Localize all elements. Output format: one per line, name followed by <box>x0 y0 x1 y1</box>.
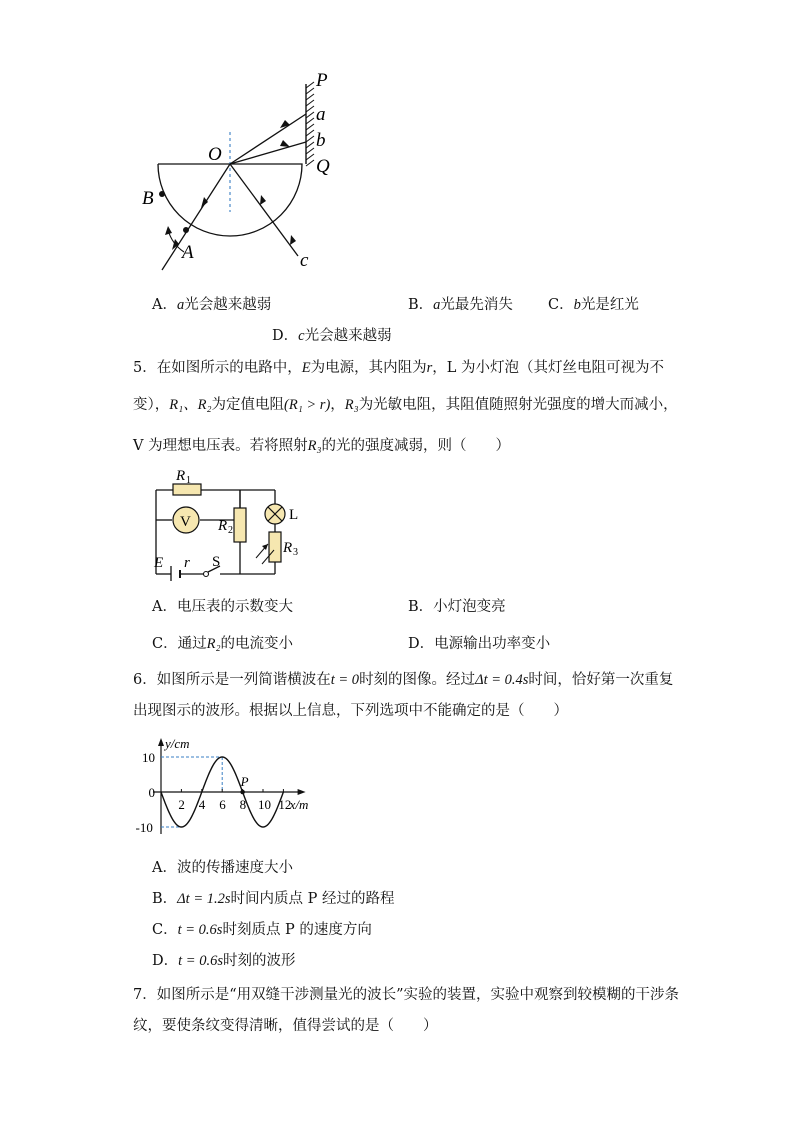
q6-option-a[interactable]: A．波的传播速度大小 <box>152 860 293 876</box>
q5-line-2: 变），R₁、R₂为定值电阻(R₁ > r)，R₃为光敏电阻，其阻值随照射光强度的增大而减小， <box>133 397 678 413</box>
q4-option-b[interactable]: B．a光最先消失 <box>408 297 513 313</box>
y-tick-label: 10 <box>142 750 155 765</box>
label-P: P <box>316 70 328 91</box>
q6-line-2: 出现图示的波形。根据以上信息，下列选项中不能确定的是（ ） <box>133 703 568 719</box>
q6-option-b[interactable]: B．Δt = 1.2s时间内质点 P 经过的路程 <box>152 891 395 907</box>
svg-text:R: R <box>218 518 228 534</box>
q5-option-d[interactable]: D．电源输出功率变小 <box>408 636 551 652</box>
label-A: A <box>182 242 194 263</box>
point-P <box>240 790 245 795</box>
y-tick-label: -10 <box>135 820 153 835</box>
svg-text:L: L <box>289 507 299 523</box>
x-tick-label: 6 <box>219 797 226 812</box>
x-tick-label: 8 <box>239 797 247 812</box>
svg-text:E: E <box>154 555 164 571</box>
annotation-P: P <box>240 774 249 789</box>
optics-figure <box>140 68 360 278</box>
label-b: b <box>316 130 326 151</box>
q6-option-c[interactable]: C．t = 0.6s时刻质点 P 的速度方向 <box>152 922 372 938</box>
q4-option-d[interactable]: D．c光会越来越弱 <box>272 328 392 344</box>
label-c: c <box>300 250 309 271</box>
q5-line-3: V 为理想电压表。若将照射R₃的光的强度减弱，则（ ） <box>133 438 510 454</box>
y-tick-label: 0 <box>148 785 155 800</box>
x-axis-arrow <box>298 789 306 795</box>
circuit-figure <box>140 466 310 581</box>
x-tick-label: 12 <box>278 797 292 812</box>
y-axis-label: y/cm <box>165 736 190 751</box>
label-Q: Q <box>316 156 330 177</box>
q6-line-1: 6．如图所示是一列简谐横波在t = 0时刻的图像。经过Δt = 0.4s时间，恰好第一次重复 <box>133 672 674 688</box>
q5-line-1: 5．在如图所示的电路中，E为电源，其内阻为r，L 为小灯泡（其灯丝电阻可视为不 <box>133 360 664 376</box>
x-tick-label: 10 <box>258 797 271 812</box>
q4-option-c[interactable]: C．b光是红光 <box>548 297 639 313</box>
svg-text:r: r <box>184 555 190 571</box>
x-tick-label: 2 <box>178 797 185 812</box>
svg-text:3: 3 <box>293 547 298 558</box>
q5-option-b[interactable]: B．小灯泡变亮 <box>408 599 506 615</box>
q5-option-c[interactable]: C．通过R₂的电流变小 <box>152 636 294 652</box>
y-axis-arrow <box>158 738 164 746</box>
x-axis-label: x/m <box>289 797 309 812</box>
voltmeter-label: V <box>180 514 191 530</box>
wave-chart <box>125 730 365 845</box>
x-tick-label: 4 <box>198 797 206 812</box>
svg-text:R: R <box>176 468 186 484</box>
q4-option-a[interactable]: A．a光会越来越弱 <box>152 297 272 313</box>
label-a: a <box>316 104 326 125</box>
label-O: O <box>208 144 222 165</box>
q7-line-1: 7．如图所示是“用双缝干涉测量光的波长”实验的装置，实验中观察到较模糊的干涉条 <box>133 987 680 1003</box>
q6-option-d[interactable]: D．t = 0.6s时刻的波形 <box>152 953 296 969</box>
svg-text:R: R <box>283 540 293 556</box>
svg-text:2: 2 <box>228 525 233 536</box>
q5-option-a[interactable]: A．电压表的示数变大 <box>152 599 293 615</box>
svg-text:S: S <box>212 554 221 570</box>
svg-text:1: 1 <box>186 475 191 486</box>
label-B: B <box>142 188 154 209</box>
q7-line-2: 纹，要使条纹变得清晰，值得尝试的是（ ） <box>133 1018 438 1034</box>
